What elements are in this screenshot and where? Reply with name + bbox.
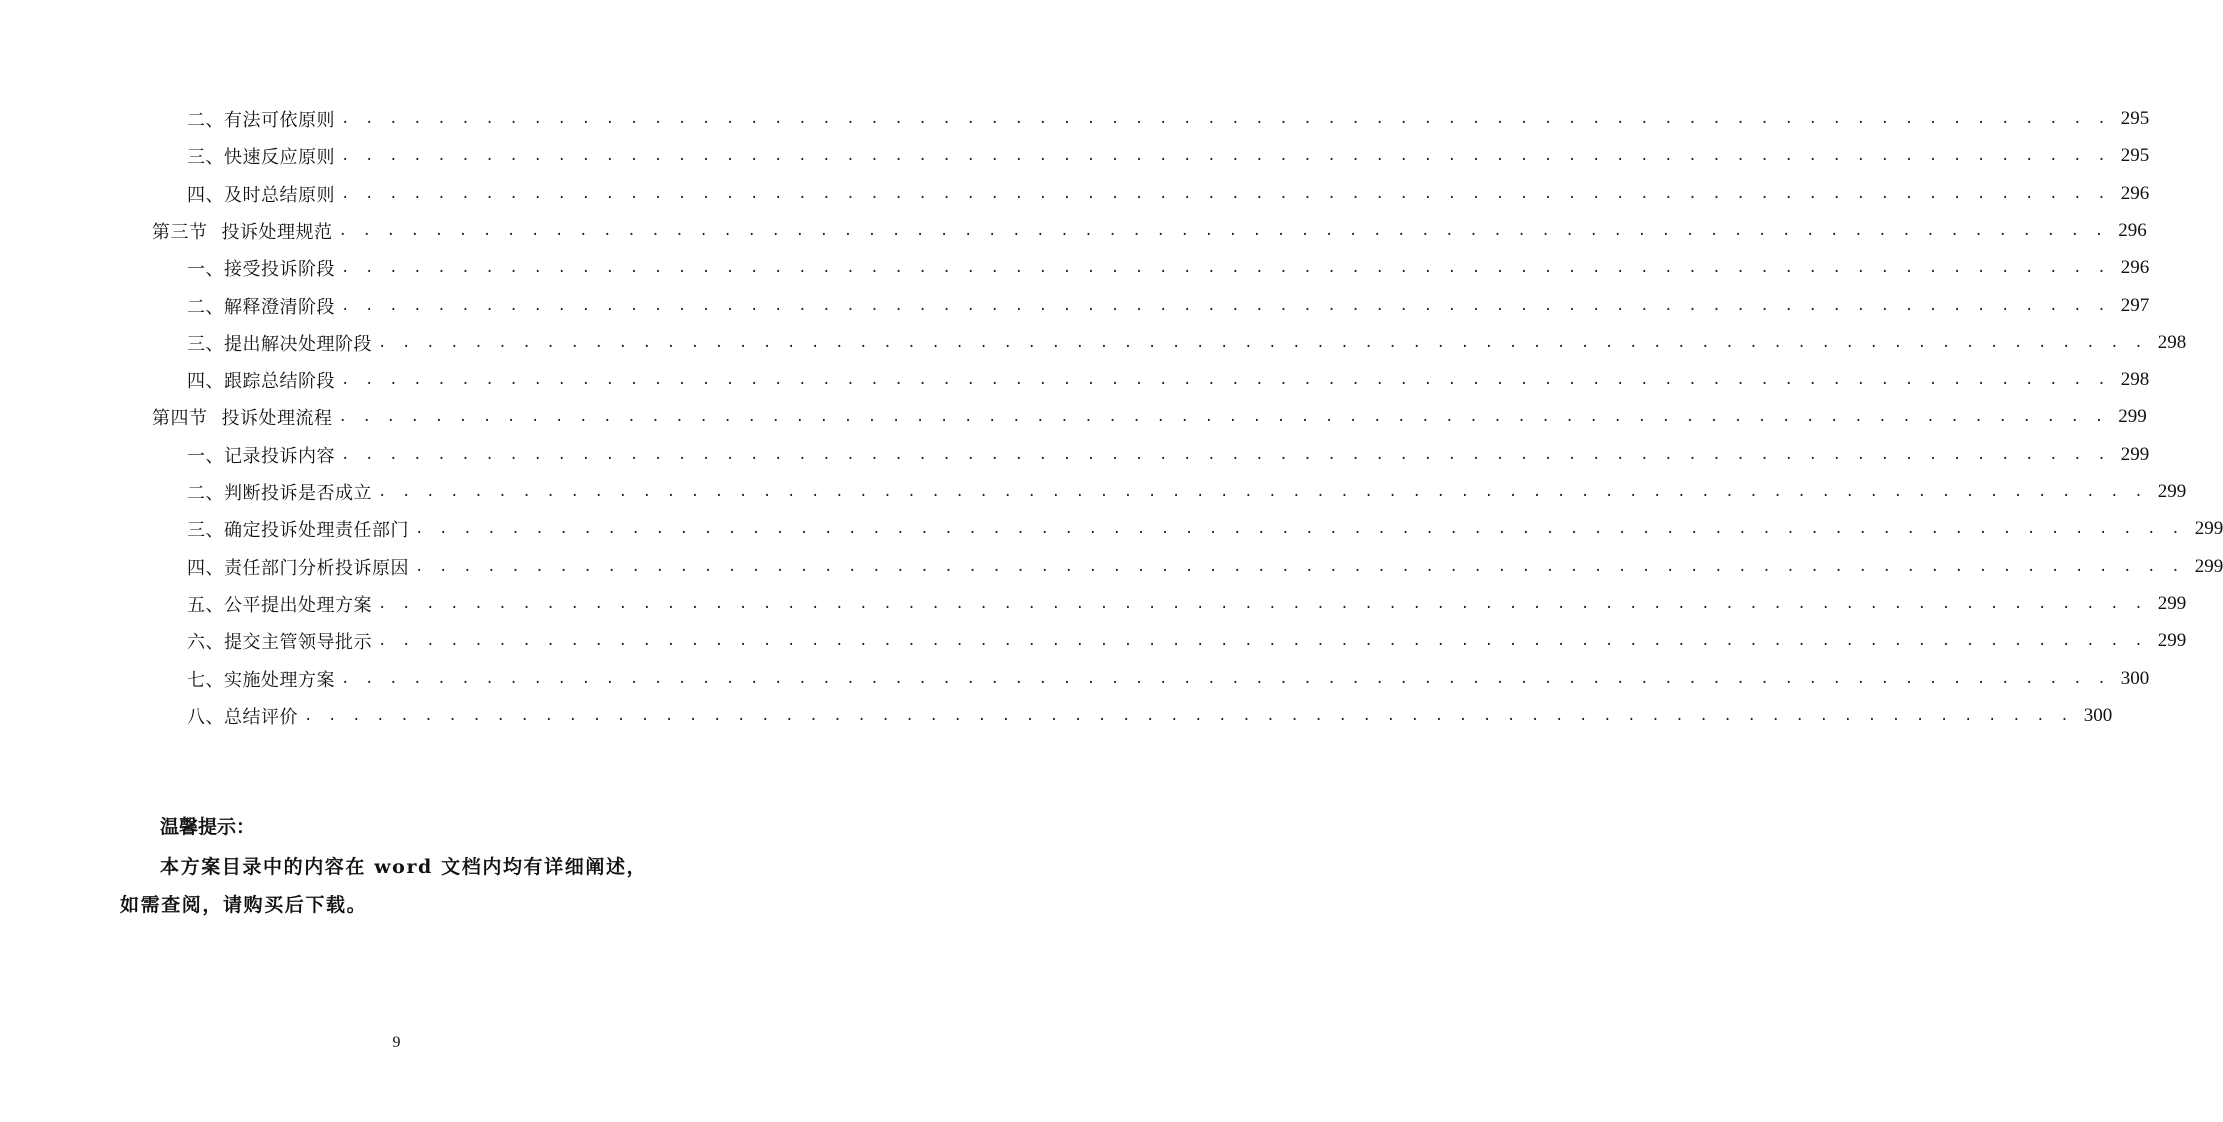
toc-page-number: 296 xyxy=(2118,220,2147,241)
toc-page-number: 297 xyxy=(2120,295,2150,316)
toc-item-row xyxy=(187,701,2113,731)
toc-dot-leader: . . . . . . . . . . . . . . . . . . . . . . . . . . . . . . . . . . . . . . . . . . . . . . . . . . . . . . . . . . . . . . . . . . . . . . . . . . xyxy=(341,260,2110,276)
toc-dot-leader: . . . . . . . . . . . . . . . . . . . . . . . . . . . . . . . . . . . . . . . . . . . . . . . . . . . . . . . . . . . . . . . . . . . . . . . . . . xyxy=(338,409,2107,425)
toc-item-row xyxy=(187,440,2150,470)
toc-section-row xyxy=(152,216,2147,246)
toc-dot-leader: . . . . . . . . . . . . . . . . . . . . . . . . . . . . . . . . . . . . . . . . . . . . . . . . . . . . . . . . . . . . . . . . . . . . . . . . . . xyxy=(415,521,2184,537)
toc-dot-leader: . . . . . . . . . . . . . . . . . . . . . . . . . . . . . . . . . . . . . . . . . . . . . . . . . . . . . . . . . . . . . . . . . . . . . . . . . . xyxy=(378,335,2147,351)
toc-entry-text: 二、判断投诉是否成立 xyxy=(187,483,372,504)
toc-dot-leader: . . . . . . . . . . . . . . . . . . . . . . . . . . . . . . . . . . . . . . . . . . . . . . . . . . . . . . . . . . . . . . . . . . . . . . . . . . xyxy=(304,708,2073,724)
page-number: 9 xyxy=(392,1034,401,1051)
toc-entry-text: 六、提交主管领导批示 xyxy=(187,632,372,653)
toc-entry-label xyxy=(187,554,409,580)
toc-page-number: 296 xyxy=(2120,183,2150,204)
toc-dot-leader: . . . . . . . . . . . . . . . . . . . . . . . . . . . . . . . . . . . . . . . . . . . . . . . . . . . . . . . . . . . . . . . . . . . . . . . . . . xyxy=(415,559,2184,575)
toc-page-number: 299 xyxy=(2157,481,2187,502)
toc-dot-leader: . . . . . . . . . . . . . . . . . . . . . . . . . . . . . . . . . . . . . . . . . . . . . . . . . . . . . . . . . . . . . . . . . . . . . . . . . . xyxy=(341,298,2110,314)
toc-entry-text: 四、跟踪总结阶段 xyxy=(187,371,335,392)
toc-page-number: 295 xyxy=(2120,145,2150,166)
toc-page-number: 298 xyxy=(2157,332,2187,353)
toc-page-number: 300 xyxy=(2083,705,2113,726)
toc-page-number: 299 xyxy=(2194,518,2223,539)
toc-page-number: 299 xyxy=(2157,630,2187,651)
tips-text-line-2: 如需查阅，请购买后下载。 xyxy=(120,894,368,916)
toc-section-prefix: 第三节 xyxy=(152,222,208,243)
toc-page-number: 299 xyxy=(2157,593,2187,614)
tips-title: 温馨提示： xyxy=(160,816,256,838)
toc-page-number: 296 xyxy=(2120,257,2150,278)
toc-item-row xyxy=(187,626,2187,656)
toc-item-row xyxy=(187,291,2150,321)
toc-page-number: 299 xyxy=(2194,556,2223,577)
toc-entry-text: 二、有法可依原则 xyxy=(187,110,335,131)
toc-entry-text: 四、及时总结原则 xyxy=(187,185,335,206)
toc-entry-label xyxy=(187,628,372,654)
toc-dot-leader: . . . . . . . . . . . . . . . . . . . . . . . . . . . . . . . . . . . . . . . . . . . . . . . . . . . . . . . . . . . . . . . . . . . . . . . . . . xyxy=(341,111,2110,127)
toc-page-number: 295 xyxy=(2120,108,2150,129)
toc-entry-label xyxy=(152,404,333,430)
toc-entry-text: 三、提出解决处理阶段 xyxy=(187,334,372,355)
toc-entry-text: 一、接受投诉阶段 xyxy=(187,259,335,280)
toc-page-number: 300 xyxy=(2120,668,2150,689)
toc-item-row xyxy=(187,589,2187,619)
toc-page-number: 299 xyxy=(2118,406,2147,427)
toc-entry-text: 三、快速反应原则 xyxy=(187,147,335,168)
toc-entry-label xyxy=(187,591,372,617)
toc-dot-leader: . . . . . . . . . . . . . . . . . . . . . . . . . . . . . . . . . . . . . . . . . . . . . . . . . . . . . . . . . . . . . . . . . . . . . . . . . . xyxy=(341,447,2110,463)
toc-entry-text: 五、公平提出处理方案 xyxy=(187,595,372,616)
toc-dot-leader: . . . . . . . . . . . . . . . . . . . . . . . . . . . . . . . . . . . . . . . . . . . . . . . . . . . . . . . . . . . . . . . . . . . . . . . . . . xyxy=(378,596,2147,612)
toc-entry-label xyxy=(187,181,335,207)
toc-dot-leader: . . . . . . . . . . . . . . . . . . . . . . . . . . . . . . . . . . . . . . . . . . . . . . . . . . . . . . . . . . . . . . . . . . . . . . . . . . xyxy=(341,148,2110,164)
toc-entry-label xyxy=(187,479,372,505)
toc-section-row xyxy=(152,402,2147,432)
toc-item-row xyxy=(187,477,2187,507)
toc-item-row xyxy=(187,179,2150,209)
toc-entry-label xyxy=(187,442,335,468)
toc-entry-label xyxy=(187,106,335,132)
toc-dot-leader: . . . . . . . . . . . . . . . . . . . . . . . . . . . . . . . . . . . . . . . . . . . . . . . . . . . . . . . . . . . . . . . . . . . . . . . . . . xyxy=(378,484,2147,500)
toc-dot-leader: . . . . . . . . . . . . . . . . . . . . . . . . . . . . . . . . . . . . . . . . . . . . . . . . . . . . . . . . . . . . . . . . . . . . . . . . . . xyxy=(338,223,2107,239)
toc-dot-leader: . . . . . . . . . . . . . . . . . . . . . . . . . . . . . . . . . . . . . . . . . . . . . . . . . . . . . . . . . . . . . . . . . . . . . . . . . . xyxy=(341,186,2110,202)
toc-item-row xyxy=(187,141,2150,171)
toc-dot-leader: . . . . . . . . . . . . . . . . . . . . . . . . . . . . . . . . . . . . . . . . . . . . . . . . . . . . . . . . . . . . . . . . . . . . . . . . . . xyxy=(341,372,2110,388)
toc-entry-label xyxy=(187,367,335,393)
toc-entry-text: 四、责任部门分析投诉原因 xyxy=(187,558,409,579)
toc-entry-text: 三、确定投诉处理责任部门 xyxy=(187,520,409,541)
toc-entry-label xyxy=(187,255,335,281)
toc-entry-text: 二、解释澄清阶段 xyxy=(187,297,335,318)
toc-entry-label xyxy=(187,516,409,542)
toc-entry-text: 八、总结评价 xyxy=(187,707,298,728)
toc-item-row xyxy=(187,328,2187,358)
toc-entry-label xyxy=(187,703,298,729)
toc-page-number: 299 xyxy=(2120,444,2150,465)
toc-item-row xyxy=(187,552,2223,582)
toc-item-row xyxy=(187,253,2150,283)
toc-entry-label xyxy=(152,218,333,244)
toc-item-row xyxy=(187,514,2223,544)
toc-entry-label xyxy=(187,143,335,169)
toc-item-row xyxy=(187,664,2150,694)
toc-entry-text: 投诉处理流程 xyxy=(221,408,333,429)
toc-entry-label xyxy=(187,293,335,319)
toc-item-row xyxy=(187,104,2150,134)
toc-page-number: 298 xyxy=(2120,369,2150,390)
toc-section-prefix: 第四节 xyxy=(152,408,208,429)
toc-entry-label xyxy=(187,330,372,356)
tips-text-line-1: 本方案目录中的内容在 word 文档内均有详细阐述， xyxy=(160,856,648,878)
toc-dot-leader: . . . . . . . . . . . . . . . . . . . . . . . . . . . . . . . . . . . . . . . . . . . . . . . . . . . . . . . . . . . . . . . . . . . . . . . . . . xyxy=(378,633,2147,649)
toc-entry-text: 投诉处理规范 xyxy=(221,222,333,243)
toc-entry-text: 一、记录投诉内容 xyxy=(187,446,335,467)
toc-item-row xyxy=(187,365,2150,395)
toc-entry-text: 七、实施处理方案 xyxy=(187,670,335,691)
toc-entry-label xyxy=(187,666,335,692)
toc-dot-leader: . . . . . . . . . . . . . . . . . . . . . . . . . . . . . . . . . . . . . . . . . . . . . . . . . . . . . . . . . . . . . . . . . . . . . . . . . . xyxy=(341,671,2110,687)
